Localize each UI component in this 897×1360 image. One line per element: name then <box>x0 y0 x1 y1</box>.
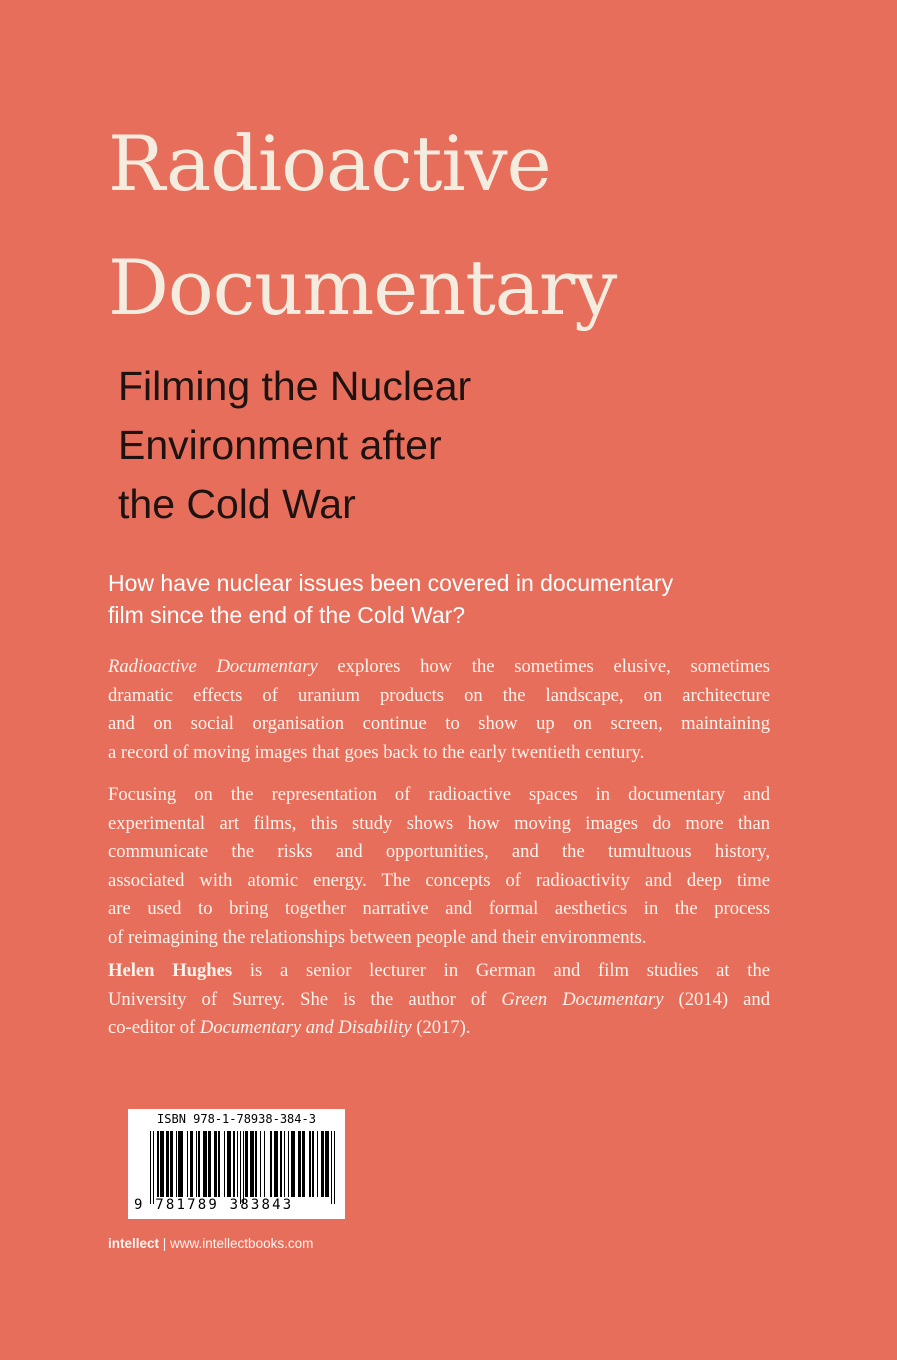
bio-line-1 <box>108 957 770 986</box>
book-subtitle <box>118 357 758 534</box>
p1-line-3: and on social organisation continue to show up on screen, maintaining <box>108 713 770 735</box>
barcode-bars <box>150 1131 335 1204</box>
question-line-1: How have nuclear issues been covered in documentary <box>108 570 674 596</box>
p1-line-1-rest: explores how the sometimes elusive, sometimes <box>317 656 770 677</box>
p2-line-1: Focusing on the representation of radioactive spaces in documentary and <box>108 784 770 805</box>
p1-line-2: dramatic effects of uranium products on the landscape, on architecture <box>108 684 770 706</box>
p1-line-4: a record of moving images that goes back to the early twentieth century. <box>108 741 645 763</box>
isbn-barcode <box>128 1109 345 1219</box>
bio-line-2-pre: University of Surrey. She is the author of <box>108 988 502 1010</box>
description-paragraph-1 <box>108 653 770 767</box>
p2-line-4: associated with atomic energy. The concepts of radioactivity and deep time <box>108 869 770 891</box>
bio-line-2-post: (2014) and <box>663 988 770 1010</box>
isbn-label: ISBN 978-1-78938-384-3 <box>157 1112 316 1126</box>
subtitle-line-1: Filming the Nuclear <box>118 363 472 409</box>
bio-line-1-rest: is a senior lecturer in German and film studies at the <box>232 960 770 981</box>
footer-separator: | <box>159 1236 171 1251</box>
italic-book-title: Radioactive Documentary <box>108 656 318 677</box>
p2-line-5: are used to bring together narrative and formal aesthetics in the process <box>108 898 770 920</box>
book-title <box>108 102 808 350</box>
p1-line-1 <box>108 653 770 682</box>
subtitle-line-3: the Cold War <box>118 481 356 527</box>
barcode-bar <box>334 1131 335 1204</box>
bio-line-3-post: (2017). <box>411 1017 471 1039</box>
bio-line-3 <box>108 1014 770 1043</box>
bio-line-2 <box>108 986 770 1015</box>
publisher-name: intellect <box>108 1236 160 1251</box>
author-name: Helen Hughes <box>108 960 233 981</box>
subtitle-line-2: Environment after <box>118 422 442 468</box>
publisher-website: www.intellectbooks.com <box>170 1236 314 1251</box>
book-green-documentary: Green Documentary <box>501 988 664 1010</box>
lead-question <box>108 567 788 631</box>
title-line-1: Radioactive <box>108 119 551 208</box>
barcode-digits: 9 781789 383843 <box>134 1197 294 1213</box>
bio-line-3-pre: co-editor of <box>108 1017 200 1039</box>
publisher-footer <box>108 1236 313 1251</box>
question-line-2: film since the end of the Cold War? <box>108 602 466 628</box>
p2-line-2: experimental art films, this study shows how moving images do more than <box>108 812 770 834</box>
description-paragraph-2 <box>108 781 770 953</box>
p2-line-3: communicate the risks and opportunities, and the tumultuous history, <box>108 841 770 863</box>
p2-line-6: of reimagining the relationships between people and their environments. <box>108 926 647 948</box>
title-line-2: Documentary <box>108 243 617 332</box>
author-bio <box>108 957 770 1043</box>
book-documentary-and-disability: Documentary and Disability <box>199 1017 412 1039</box>
